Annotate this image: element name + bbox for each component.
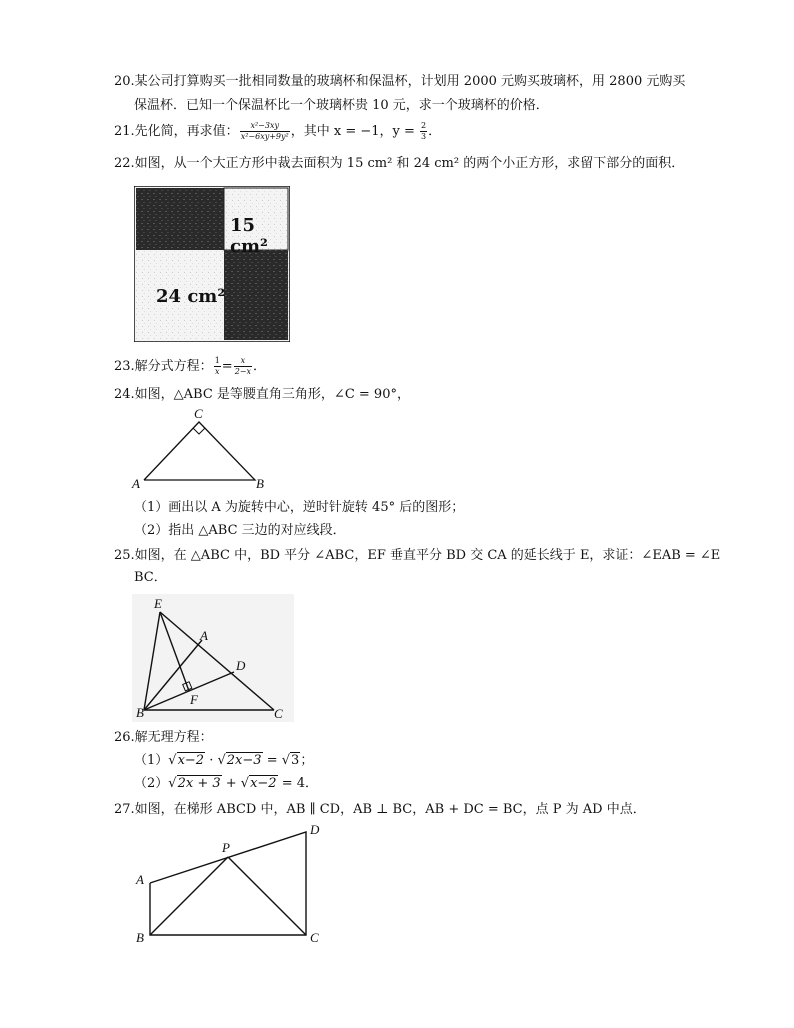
q21-fraction: $\frac{\text{x²−3xy}}{\text{x²−6xy+9y²}}$: [240, 121, 289, 141]
q24-label-b: B: [256, 476, 264, 490]
q27-label-b: B: [136, 930, 144, 945]
q22-text: 22.如图，从一个大正方形中裁去面积为 15 cm² 和 24 cm² 的两个小正方形，求留下部分的面积．: [114, 156, 685, 171]
q20-line2: 保温杯．已知一个保温杯比一个玻璃杯贵 10 元，求一个玻璃杯的价格．: [134, 98, 549, 113]
q24-triangle-figure: [128, 404, 278, 490]
q24-sub2: （2）指出 △ABC 三边的对应线段．: [134, 523, 346, 538]
q24-triangle: [144, 422, 255, 480]
q24-label-c: C: [194, 406, 203, 421]
q21-prefix: 21.先化简，再求值：: [114, 124, 239, 139]
q25-label-f: F: [190, 692, 198, 707]
q22-dark-bottom-right: [224, 250, 288, 340]
q21-y-fraction: $\frac{2}{3}$: [421, 121, 427, 141]
q22-label-small: 15 cm²: [230, 215, 268, 257]
q24-label-a: A: [132, 476, 140, 490]
q25-line1: 25.如图，在 △ABC 中，BD 平分 ∠ABC，EF 垂直平分 BD 交 CA 的延长线于 E，求证：∠EAB = ∠E: [114, 548, 721, 563]
q22-dark-top-left: [136, 188, 224, 250]
q21-line: 21.先化简，再求值： $\frac{\text{x²−3xy}}{\text{x²−6xy+9y²}}$ ，其中 x = −1，y = $\frac{2}{3}$ ．: [114, 121, 442, 141]
q27-trapezoid-figure: [132, 820, 328, 946]
q22-square-svg: [134, 186, 290, 342]
q25-figure: [132, 594, 294, 722]
q20-line1: 20.某公司打算购买一批相同数量的玻璃杯和保温杯，计划用 2000 元购买玻璃杯，用 2800 元购买: [114, 74, 686, 89]
q25-label-d: D: [236, 658, 246, 673]
q27-text: 27.如图，在梯形 ABCD 中，AB ∥ CD，AB ⊥ BC，AB + DC = BC，点 P 为 AD 中点．: [114, 802, 646, 817]
q24-sub1: （1）画出以 A 为旋转中心，逆时针旋转 45° 后的图形；: [134, 500, 465, 515]
q21-mid: ，其中 x = −1，y =: [290, 124, 420, 139]
q25-label-e: E: [154, 596, 162, 611]
q24-right-angle-mark: [193, 428, 205, 434]
q24-text: 24.如图，△ABC 是等腰直角三角形，∠C = 90°，: [114, 387, 410, 402]
q27-label-a: A: [136, 872, 144, 887]
q23-left-fraction: $\frac{1}{x}$: [214, 356, 220, 376]
q22-label-large: 24 cm²: [156, 286, 226, 307]
q25-label-c: C: [274, 706, 283, 721]
q26-sub1: （1）√x−2 · √2x−3 = √3；: [134, 753, 314, 768]
q27-label-c: C: [310, 930, 319, 945]
q23-right-fraction: $\frac{x}{2-x}$: [234, 356, 251, 376]
q27-label-p: P: [222, 840, 230, 855]
q27-label-d: D: [310, 822, 320, 837]
q26-text: 26.解无理方程：: [114, 730, 213, 745]
q25-label-a: A: [200, 628, 208, 643]
q25-label-b: B: [136, 705, 144, 720]
q22-square-figure: [134, 186, 290, 342]
q23-line: 23.解分式方程： $\frac{1}{x}$ = $\frac{x}{2-x}$ ．: [114, 356, 267, 376]
q25-line2: BC．: [134, 570, 167, 585]
q26-sub2: （2）√2x + 3 + √x−2 = 4．: [134, 776, 319, 791]
